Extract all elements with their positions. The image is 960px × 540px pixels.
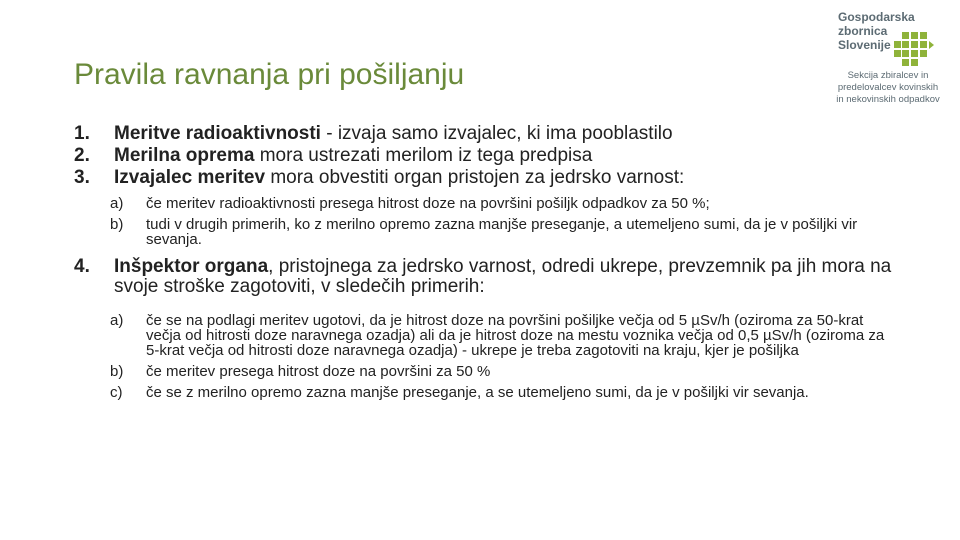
sub-text: če meritev radioaktivnosti presega hitrost doze na površini pošiljk odpadkov za 50 %; (146, 195, 710, 212)
rule-bold: Izvajalec meritev (114, 167, 266, 188)
logo-line-3: Slovenije (838, 38, 891, 52)
sub-item-a (110, 196, 894, 211)
sub-text: tudi v drugih primerih, ko z merilno opremo zazna manjše preseganje, a utemeljeno sumi, da je v pošiljki vir sevanja. (146, 216, 858, 248)
gzs-logo (820, 10, 950, 110)
logo-line-2: zbornica (838, 24, 888, 38)
logo-grid-icon (894, 32, 934, 66)
rule-number: 3. (74, 167, 90, 188)
rule-bold: Merilna oprema (114, 145, 255, 166)
sub-letter: c) (110, 384, 123, 401)
logo-sub-line-3: in nekovinskih odpadkov (836, 94, 940, 105)
sub-text: če se na podlagi meritev ugotovi, da je hitrost doze na površini pošiljke večja od 5 µSv/h (oziroma za 50-krat večja od hitrosti doze naravnega ozadja) ali da je hitrost doze na mestu voznika večja od 0,5 µSv/h (oziroma za 5-krat večja od hitrosti doze naravnega ozadja) - ukrepe je treba zagotoviti na kraju, kjer je pošiljka (146, 312, 885, 359)
sub-letter: a) (110, 312, 124, 329)
sub-text: če se z merilno opremo zazna manjše preseganje, a se utemeljeno sumi, da je v pošiljki vir sevanja. (146, 384, 809, 401)
rule-text: mora obvestiti organ pristojen za jedrsko varnost: (265, 167, 685, 188)
sub-text: če meritev presega hitrost doze na površini za 50 % (146, 363, 491, 380)
sub-item-c (110, 385, 894, 400)
rule-item-3 (74, 168, 894, 247)
rule-item-1 (74, 124, 894, 144)
rule-4-sublist (110, 313, 894, 400)
rule-bold: Meritve radioaktivnosti (114, 123, 321, 144)
rule-text: mora ustrezati merilom iz tega predpisa (254, 145, 593, 166)
rules-list (74, 124, 894, 406)
rule-item-4 (74, 257, 894, 400)
rule-text: , pristojnega za jedrsko varnost, odredi ukrepe, prevzemnik pa jih mora na svoje stroške zagotoviti, v sledečih primerih: (114, 256, 892, 297)
rule-bold: Inšpektor organa (114, 256, 269, 277)
sub-item-b (110, 217, 894, 247)
rule-number: 1. (74, 123, 90, 144)
logo-sub-line-1: Sekcija zbiralcev in (847, 70, 929, 81)
sub-letter: b) (110, 216, 124, 233)
rule-number: 4. (74, 256, 90, 277)
sub-item-a (110, 313, 894, 358)
logo-line-1: Gospodarska (838, 10, 915, 24)
sub-letter: a) (110, 195, 124, 212)
rule-number: 2. (74, 145, 90, 166)
sub-letter: b) (110, 363, 124, 380)
logo-subtitle (826, 70, 950, 106)
rule-3-sublist (110, 196, 894, 247)
rule-text: - izvaja samo izvajalec, ki ima pooblastilo (320, 123, 673, 144)
rule-item-2 (74, 146, 894, 166)
sub-item-b (110, 364, 894, 379)
logo-sub-line-2: predelovalcev kovinskih (837, 82, 939, 93)
slide-title: Pravila ravnanja pri pošiljanju (74, 58, 465, 91)
